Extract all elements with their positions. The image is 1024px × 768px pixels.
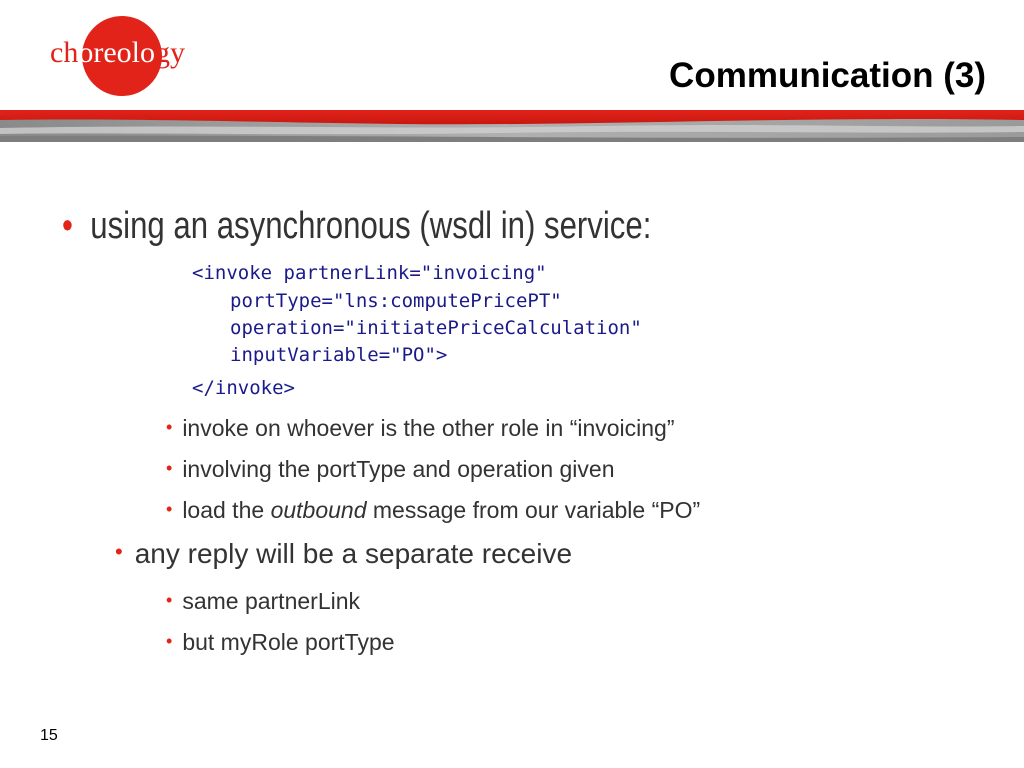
logo-wordmark: choreology bbox=[50, 36, 185, 69]
code-line-2: portType="lns:computePricePT" bbox=[230, 290, 562, 312]
bullet-dot-icon: • bbox=[166, 458, 173, 478]
sub-bullet: • involving the portType and operation given bbox=[166, 456, 615, 482]
bullet-dot-icon: • bbox=[62, 205, 73, 247]
slide-title: Communication (3) bbox=[669, 56, 986, 95]
bullet-dot-icon: • bbox=[166, 590, 173, 610]
bullet-level2: • any reply will be a separate receive bbox=[115, 538, 573, 569]
sub-bullet: • load the outbound message from our variable “PO” bbox=[166, 497, 701, 523]
code-line-1: <invoke partnerLink="invoicing" bbox=[192, 262, 547, 284]
sub-bullet: • invoke on whoever is the other role in “invoicing” bbox=[166, 415, 675, 441]
bullet-dot-icon: • bbox=[166, 417, 173, 437]
bullet-dot-icon: • bbox=[115, 539, 123, 564]
code-line-4: inputVariable="PO"> bbox=[230, 344, 448, 366]
code-line-3: operation="initiatePriceCalculation" bbox=[230, 317, 642, 339]
sub-bullet: • same partnerLink bbox=[166, 588, 361, 614]
page-number: 15 bbox=[40, 727, 58, 744]
bullet-level1: • using an asynchronous (wsdl in) service: bbox=[62, 205, 652, 247]
bullet-dot-icon: • bbox=[166, 499, 173, 519]
bullet-dot-icon: • bbox=[166, 631, 173, 651]
sub-bullet: • but myRole portType bbox=[166, 629, 395, 655]
code-line-5: </invoke> bbox=[192, 377, 295, 399]
